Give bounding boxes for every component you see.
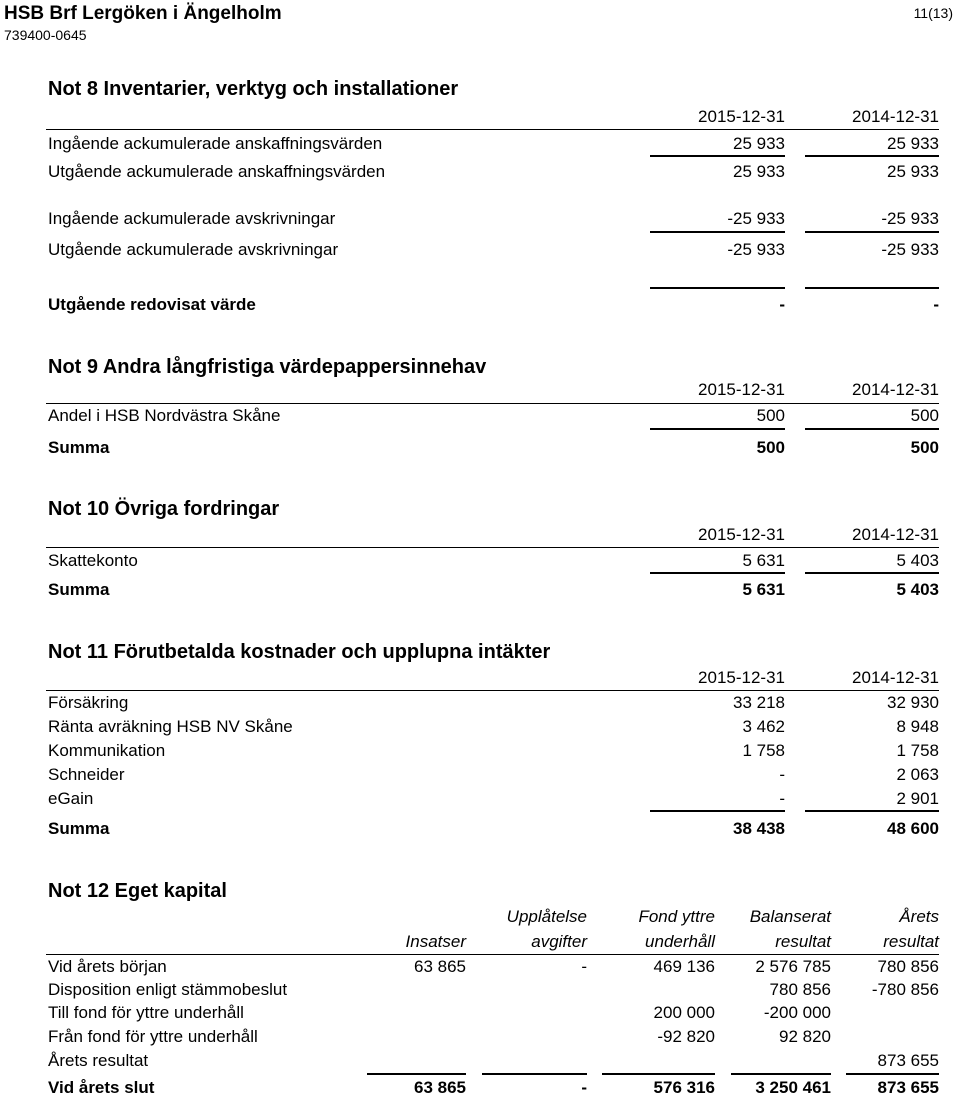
table-row-label: Utgående ackumulerade avskrivningar xyxy=(48,240,339,259)
table-cell: 32 930 xyxy=(887,693,939,712)
column-header: Balanserat xyxy=(749,907,831,926)
underline xyxy=(805,287,939,289)
column-header: resultat xyxy=(775,932,831,951)
table-cell: -25 933 xyxy=(881,209,939,228)
underline xyxy=(650,572,785,574)
table-cell: -92 820 xyxy=(657,1027,715,1046)
organization-name: HSB Brf Lergöken i Ängelholm xyxy=(4,3,282,24)
table-row-label: Kommunikation xyxy=(48,741,166,760)
table-cell: 33 218 xyxy=(733,693,785,712)
table-cell: 5 631 xyxy=(742,551,785,570)
total-label: Vid årets slut xyxy=(48,1078,155,1097)
table-cell: 3 462 xyxy=(742,717,785,736)
table-row-label: Vid årets början xyxy=(48,957,167,976)
table-cell: 2 576 785 xyxy=(755,957,831,976)
table-cell: - xyxy=(581,957,587,976)
table-row-label: Årets resultat xyxy=(48,1051,149,1070)
underline xyxy=(731,1073,831,1075)
underline xyxy=(650,231,785,233)
underline xyxy=(805,810,939,812)
table-row-label: Schneider xyxy=(48,765,125,784)
column-header: Fond yttre xyxy=(638,907,715,926)
total-label: Summa xyxy=(48,438,110,457)
col-header-2015: 2015-12-31 xyxy=(698,668,785,687)
column-header: Årets xyxy=(899,907,939,926)
table-cell: 1 758 xyxy=(896,741,939,760)
table-row-label: Från fond för yttre underhåll xyxy=(48,1027,258,1046)
total-cell: 500 xyxy=(910,438,939,457)
column-header: Upplåtelse xyxy=(506,907,587,926)
underline xyxy=(846,1073,939,1075)
table-cell: 469 136 xyxy=(653,957,715,976)
underline xyxy=(805,155,939,157)
divider xyxy=(46,129,939,130)
table-row-label: Ingående ackumulerade anskaffningsvärden xyxy=(48,134,383,153)
note-9-title: Not 9 Andra långfristiga värdepappersinnehav xyxy=(48,356,487,378)
table-cell: - xyxy=(779,789,785,808)
total-cell: 576 316 xyxy=(653,1078,715,1097)
divider xyxy=(46,547,939,548)
table-cell: 92 820 xyxy=(779,1027,831,1046)
col-header-2015: 2015-12-31 xyxy=(698,380,785,399)
divider xyxy=(46,403,939,404)
col-header-2014: 2014-12-31 xyxy=(852,107,939,126)
total-cell: 5 631 xyxy=(742,580,785,599)
col-header-2014: 2014-12-31 xyxy=(852,668,939,687)
col-header-2014: 2014-12-31 xyxy=(852,380,939,399)
underline xyxy=(650,810,785,812)
note-10-title: Not 10 Övriga fordringar xyxy=(48,498,280,520)
table-cell: 25 933 xyxy=(887,134,939,153)
table-row-label: Utgående ackumulerade anskaffningsvärden xyxy=(48,162,386,181)
table-cell: 500 xyxy=(756,406,785,425)
underline xyxy=(650,428,785,430)
total-cell: 3 250 461 xyxy=(755,1078,831,1097)
table-row-label: Ränta avräkning HSB NV Skåne xyxy=(48,717,293,736)
page-number: 11(13) xyxy=(913,5,953,21)
total-cell: 38 438 xyxy=(733,819,785,838)
underline xyxy=(482,1073,587,1075)
table-cell: 2 063 xyxy=(896,765,939,784)
total-label: Summa xyxy=(48,580,110,599)
table-cell: 1 758 xyxy=(742,741,785,760)
total-label: Utgående redovisat värde xyxy=(48,295,256,314)
note-12-title: Not 12 Eget kapital xyxy=(48,880,227,902)
table-cell: 5 403 xyxy=(896,551,939,570)
underline xyxy=(805,428,939,430)
total-cell: 873 655 xyxy=(877,1078,939,1097)
table-cell: -25 933 xyxy=(727,209,785,228)
divider xyxy=(46,690,939,691)
note-11-title: Not 11 Förutbetalda kostnader och upplupna intäkter xyxy=(48,641,551,663)
total-cell: - xyxy=(779,295,785,314)
note-8-title: Not 8 Inventarier, verktyg och installationer xyxy=(48,78,459,100)
total-cell: 63 865 xyxy=(414,1078,466,1097)
table-cell: 873 655 xyxy=(877,1051,939,1070)
total-cell: - xyxy=(933,295,939,314)
col-header-2015: 2015-12-31 xyxy=(698,107,785,126)
table-cell: -25 933 xyxy=(881,240,939,259)
total-cell: - xyxy=(581,1078,587,1097)
underline xyxy=(805,231,939,233)
underline xyxy=(805,572,939,574)
table-row-label: eGain xyxy=(48,789,94,808)
table-cell: 25 933 xyxy=(887,162,939,181)
table-row-label: Till fond för yttre underhåll xyxy=(48,1003,244,1022)
table-row-label: Andel i HSB Nordvästra Skåne xyxy=(48,406,281,425)
column-header: Insatser xyxy=(405,932,466,951)
total-cell: 5 403 xyxy=(896,580,939,599)
table-cell: 500 xyxy=(910,406,939,425)
table-cell: 780 856 xyxy=(769,980,831,999)
underline xyxy=(650,287,785,289)
table-cell: -200 000 xyxy=(763,1003,831,1022)
table-row-label: Försäkring xyxy=(48,693,129,712)
underline xyxy=(650,155,785,157)
column-header: underhåll xyxy=(645,932,715,951)
table-cell: 25 933 xyxy=(733,134,785,153)
table-cell: 200 000 xyxy=(653,1003,715,1022)
column-header: resultat xyxy=(883,932,939,951)
table-cell: 8 948 xyxy=(896,717,939,736)
underline xyxy=(367,1073,466,1075)
table-cell: 25 933 xyxy=(733,162,785,181)
divider xyxy=(46,954,939,955)
column-header: avgifter xyxy=(531,932,587,951)
total-cell: 48 600 xyxy=(887,819,939,838)
table-cell: 780 856 xyxy=(877,957,939,976)
total-label: Summa xyxy=(48,819,110,838)
total-cell: 500 xyxy=(756,438,785,457)
table-row-label: Disposition enligt stämmobeslut xyxy=(48,980,288,999)
underline xyxy=(602,1073,715,1075)
organization-number: 739400-0645 xyxy=(4,27,87,43)
table-row-label: Skattekonto xyxy=(48,551,138,570)
col-header-2014: 2014-12-31 xyxy=(852,525,939,544)
table-cell: 2 901 xyxy=(896,789,939,808)
table-cell: -25 933 xyxy=(727,240,785,259)
table-row-label: Ingående ackumulerade avskrivningar xyxy=(48,209,336,228)
col-header-2015: 2015-12-31 xyxy=(698,525,785,544)
table-cell: - xyxy=(779,765,785,784)
table-cell: -780 856 xyxy=(871,980,939,999)
table-cell: 63 865 xyxy=(414,957,466,976)
